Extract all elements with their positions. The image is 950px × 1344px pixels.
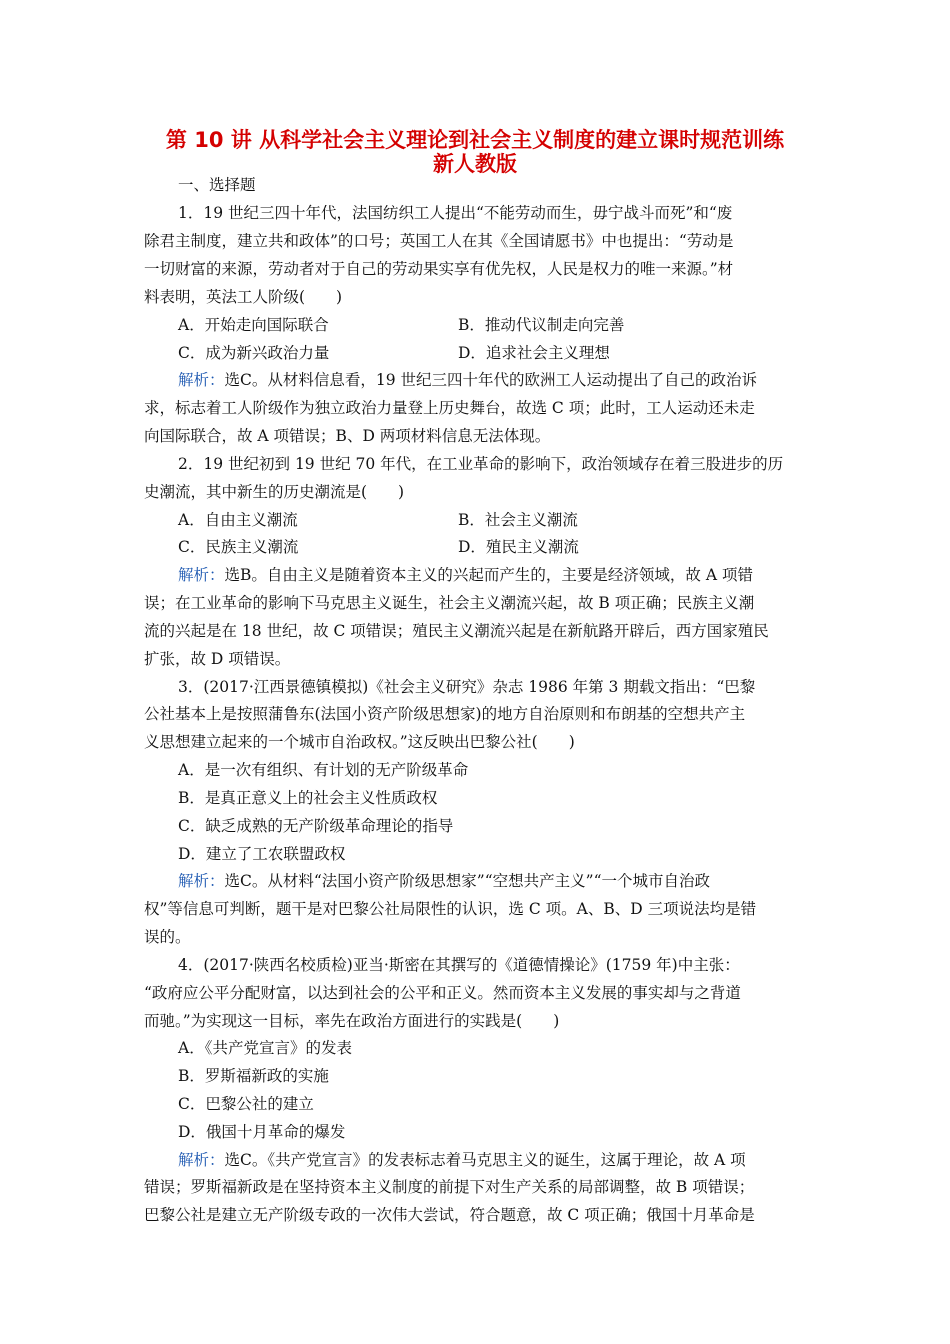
question-text-line: 史潮流，其中新生的历史潮流是( ) bbox=[144, 483, 405, 501]
explanation-line: 错误；罗斯福新政是在坚持资本主义制度的前提下对生产关系的局部调整，故 B 项错误； bbox=[144, 1178, 755, 1196]
question-text-line: 除君主制度，建立共和政体”的口号；英国工人在其《全国请愿书》中也提出：“劳动是 bbox=[144, 232, 734, 250]
option-b: B．罗斯福新政的实施 bbox=[178, 1067, 329, 1085]
option-c: C．缺乏成熟的无产阶级革命理论的指导 bbox=[178, 817, 454, 835]
explanation-label: 解析： bbox=[178, 1151, 225, 1169]
explanation-label: 解析： bbox=[178, 371, 225, 389]
option-b: B．推动代议制走向完善 bbox=[458, 316, 625, 334]
option-d: D．建立了工农联盟政权 bbox=[178, 845, 346, 863]
explanation-line bbox=[178, 871, 710, 891]
explanation-text: 选C。从材料信息看，19 世纪三四十年代的欧洲工人运动提出了自己的政治诉 bbox=[224, 371, 758, 389]
section-heading: 一、选择题 bbox=[178, 176, 256, 194]
document-title-line2: 新人教版 bbox=[433, 152, 517, 176]
explanation-line: 向国际联合，故 A 项错误；B、D 两项材料信息无法体现。 bbox=[144, 427, 551, 445]
explanation-line: 误的。 bbox=[144, 928, 191, 946]
option-b: B．社会主义潮流 bbox=[458, 511, 578, 529]
option-d: D．追求社会主义理想 bbox=[458, 344, 610, 362]
option-c: C．巴黎公社的建立 bbox=[178, 1095, 314, 1113]
explanation-line: 巴黎公社是建立无产阶级专政的一次伟大尝试，符合题意，故 C 项正确；俄国十月革命是 bbox=[144, 1206, 755, 1224]
option-a: A．是一次有组织、有计划的无产阶级革命 bbox=[178, 761, 469, 779]
explanation-text: 选C。从材料“法国小资产阶级思想家”“空想共产主义”“一个城市自治政 bbox=[224, 872, 710, 890]
question-text-line: 1．19 世纪三四十年代，法国纺织工人提出“不能劳动而生，毋宁战斗而死”和“废 bbox=[178, 204, 733, 222]
option-c: C．成为新兴政治力量 bbox=[178, 344, 330, 362]
explanation-line bbox=[178, 1150, 746, 1170]
explanation-label: 解析： bbox=[178, 872, 225, 890]
question-text-line: 3．(2017·江西景德镇模拟)《社会主义研究》杂志 1986 年第 3 期载文指出：“巴黎 bbox=[178, 678, 756, 696]
question-text-line: 一切财富的来源，劳动者对于自己的劳动果实享有优先权，人民是权力的唯一来源。”材 bbox=[144, 260, 734, 278]
option-d: D．俄国十月革命的爆发 bbox=[178, 1123, 346, 1141]
option-c: C．民族主义潮流 bbox=[178, 538, 299, 556]
option-d: D．殖民主义潮流 bbox=[458, 538, 579, 556]
explanation-text: 选C。《共产党宣言》的发表标志着马克思主义的诞生，这属于理论，故 A 项 bbox=[224, 1151, 746, 1169]
option-a: A．自由主义潮流 bbox=[178, 511, 298, 529]
explanation-line: 扩张，故 D 项错误。 bbox=[144, 650, 291, 668]
explanation-line: 权”等信息可判断，题干是对巴黎公社局限性的认识，选 C 项。A、B、D 三项说法均是错 bbox=[144, 900, 757, 918]
question-text-line: 2．19 世纪初到 19 世纪 70 年代，在工业革命的影响下，政治领域存在着三股进步的历 bbox=[178, 455, 784, 473]
question-text-line: 4．(2017·陕西名校质检)亚当·斯密在其撰写的《道德情操论》(1759 年)中主张： bbox=[178, 956, 740, 974]
question-text-line: 义思想建立起来的一个城市自治政权。”这反映出巴黎公社( ) bbox=[144, 733, 575, 751]
explanation-line bbox=[178, 370, 757, 390]
option-a: A．开始走向国际联合 bbox=[178, 316, 329, 334]
question-text-line: 料表明，英法工人阶级( ) bbox=[144, 288, 343, 306]
question-text-line: “政府应公平分配财富，以达到社会的公平和正义。然而资本主义发展的事实却与之背道 bbox=[144, 984, 741, 1002]
explanation-line bbox=[178, 565, 753, 585]
question-text-line: 公社基本上是按照蒲鲁东(法国小资产阶级思想家)的地方自治原则和布朗基的空想共产主 bbox=[144, 705, 746, 723]
explanation-line: 求，标志着工人阶级作为独立政治力量登上历史舞台，故选 C 项；此时，工人运动还未走 bbox=[144, 399, 755, 417]
question-text-line: 而驰。”为实现这一目标，率先在政治方面进行的实践是( ) bbox=[144, 1012, 560, 1030]
option-a: A．《共产党宣言》的发表 bbox=[178, 1039, 352, 1057]
explanation-text: 选B。自由主义是随着资本主义的兴起而产生的，主要是经济领域，故 A 项错 bbox=[224, 566, 753, 584]
explanation-label: 解析： bbox=[178, 566, 225, 584]
option-b: B．是真正意义上的社会主义性质政权 bbox=[178, 789, 438, 807]
explanation-line: 误；在工业革命的影响下马克思主义诞生，社会主义潮流兴起，故 B 项正确；民族主义潮 bbox=[144, 594, 755, 612]
document-title-line1: 第 10 讲 从科学社会主义理论到社会主义制度的建立课时规范训练 bbox=[165, 128, 785, 152]
explanation-line: 流的兴起是在 18 世纪，故 C 项错误；殖民主义潮流兴起是在新航路开辟后，西方国家殖民 bbox=[144, 622, 769, 640]
